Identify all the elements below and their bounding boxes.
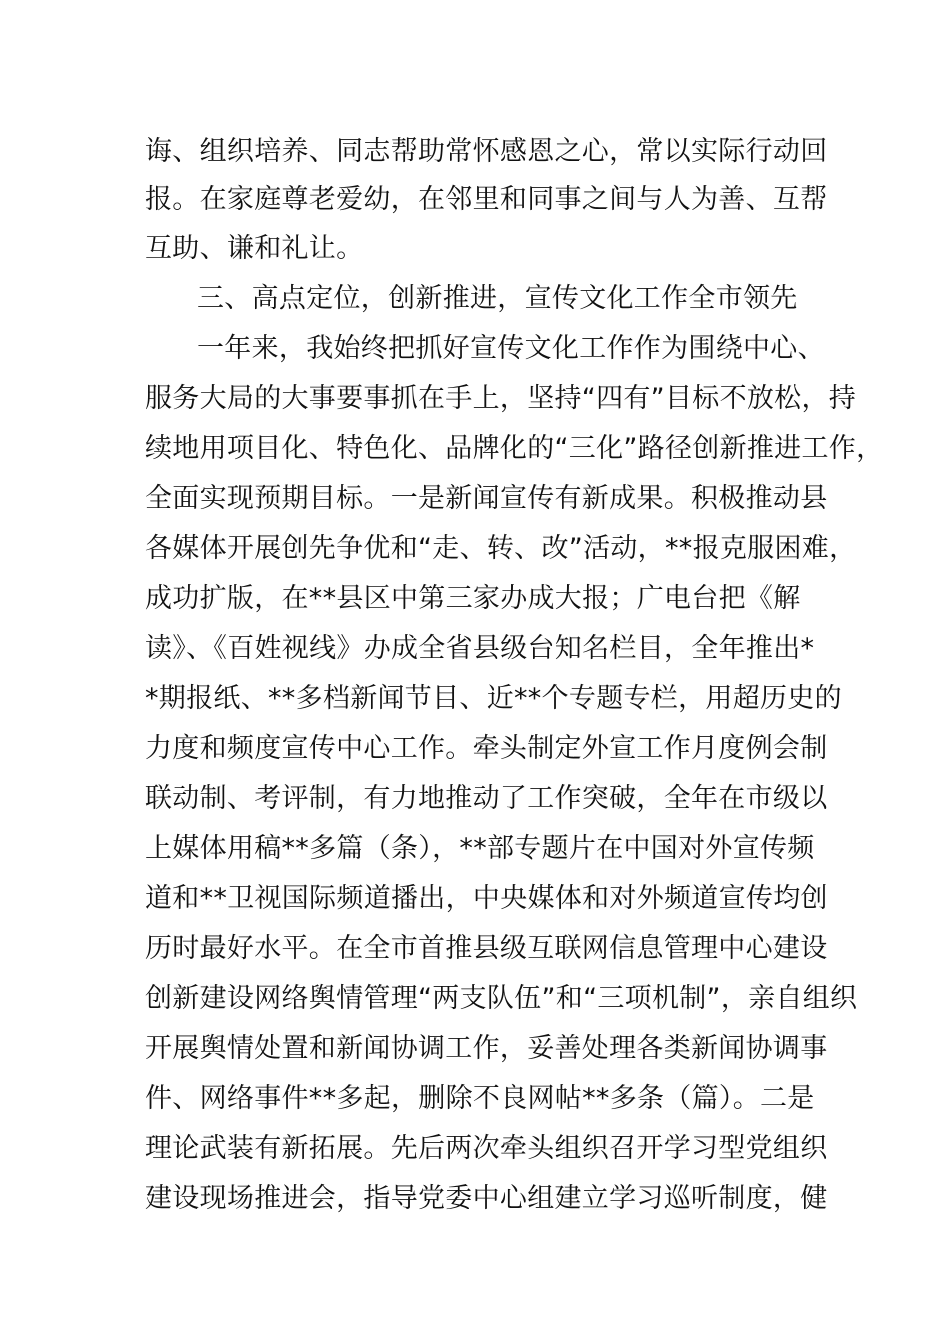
text-line: 件、网络事件**多起，删除不良网帖**多条（篇）。二是 — [145, 1083, 815, 1114]
text-line: 成功扩版，在**县区中第三家办成大报；广电台把《解 — [145, 583, 801, 614]
text-line: 服务大局的大事要事抓在手上，坚持“四有”目标不放松，持 — [145, 383, 857, 414]
text-line: 建设现场推进会，指导党委中心组建立学习巡听制度，健 — [145, 1183, 828, 1214]
text-line: *期报纸、**多档新闻节目、近**个专题专栏，用超历史的 — [145, 683, 842, 714]
text-line: 道和**卫视国际频道播出，中央媒体和对外频道宣传均创 — [145, 883, 828, 914]
text-line: 各媒体开展创先争优和“走、转、改”活动，**报克服困难， — [145, 533, 857, 564]
text-line: 报。在家庭尊老爱幼，在邻里和同事之间与人为善、互帮 — [145, 184, 828, 215]
text-line: 理论武装有新拓展。先后两次牵头组织召开学习型党组织 — [145, 1133, 828, 1164]
section-heading: 三、高点定位，创新推进，宣传文化工作全市领先 — [197, 283, 798, 314]
text-line: 创新建设网络舆情管理“两支队伍”和“三项机制”，亲自组织 — [145, 983, 858, 1014]
text-line: 力度和频度宣传中心工作。牵头制定外宣工作月度例会制 — [145, 733, 828, 764]
paragraph-first-line: 一年来，我始终把抓好宣传文化工作作为围绕中心、 — [197, 333, 825, 364]
text-line: 历时最好水平。在全市首推县级互联网信息管理中心建设 — [145, 933, 828, 964]
text-line: 上媒体用稿**多篇（条），**部专题片在中国对外宣传频 — [145, 833, 815, 864]
text-line: 联动制、考评制，有力地推动了工作突破，全年在市级以 — [145, 783, 828, 814]
text-line: 互助、谦和礼让。 — [145, 233, 364, 264]
text-line: 诲、组织培养、同志帮助常怀感恩之心，常以实际行动回 — [145, 136, 828, 167]
text-line: 读》、《百姓视线》办成全省县级台知名栏目，全年推出* — [145, 633, 815, 664]
text-line: 开展舆情处置和新闻协调工作，妥善处理各类新闻协调事 — [145, 1033, 828, 1064]
text-line: 续地用项目化、特色化、品牌化的“三化”路径创新推进工作， — [145, 433, 884, 464]
text-line: 全面实现预期目标。一是新闻宣传有新成果。积极推动县 — [145, 483, 828, 514]
